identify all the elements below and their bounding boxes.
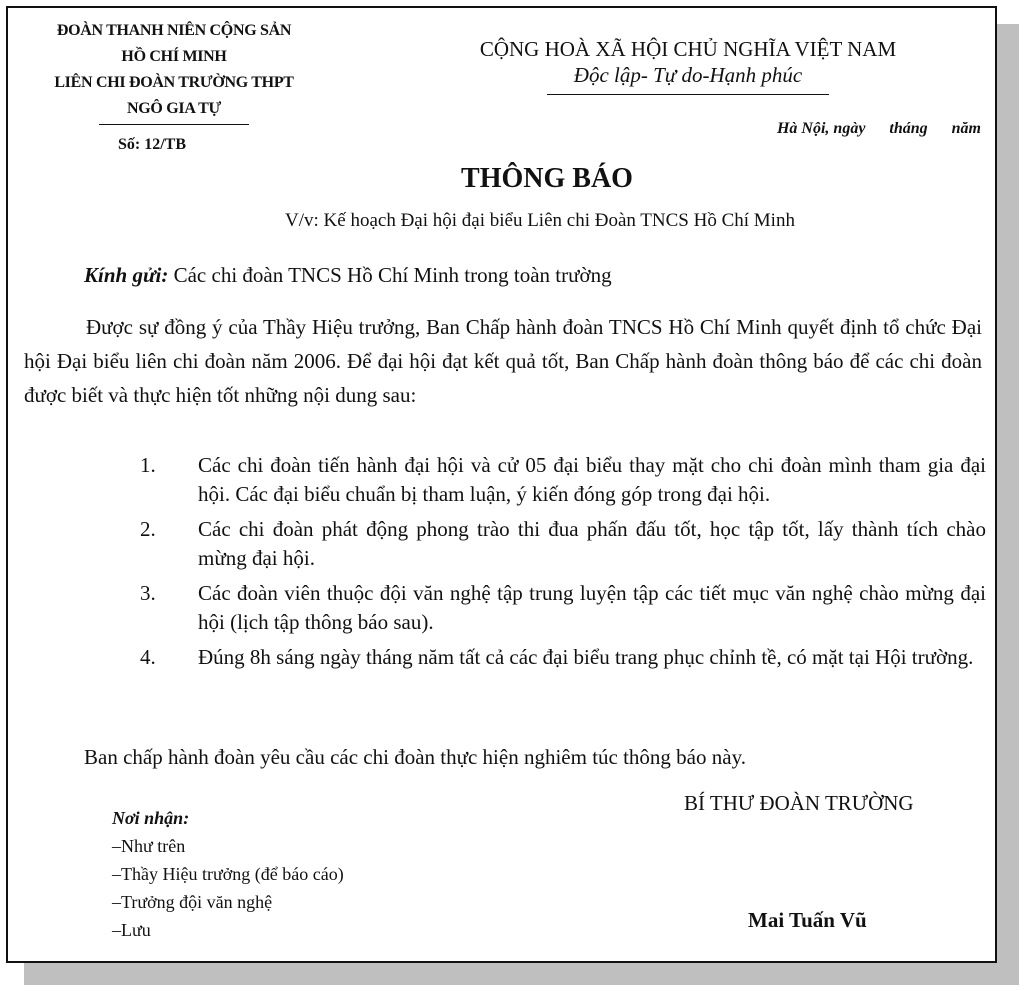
place-date: Hà Nội, ngày tháng năm xyxy=(776,120,981,137)
list-item-text: Đúng 8h sáng ngày tháng năm tất cả các đại biểu trang phục chỉnh tề, có mặt tại Hội trường. xyxy=(198,645,974,669)
list-item-text: Các đoàn viên thuộc đội văn nghệ tập trung luyện tập các tiết mục văn nghệ chào mừng đại hội (lịch tập thông báo sau). xyxy=(198,581,986,634)
issuing-organization xyxy=(16,18,332,125)
closing-statement: Ban chấp hành đoàn yêu cầu các chi đoàn thực hiện nghiêm túc thông báo này. xyxy=(84,745,746,769)
receiver-item: – Trưởng đội văn nghệ xyxy=(112,888,344,916)
receivers-label: Nơi nhận: xyxy=(112,808,190,828)
org-underline xyxy=(99,124,249,125)
receiver-item: – Như trên xyxy=(112,832,344,860)
list-item xyxy=(8,515,986,573)
nation-name: CỘNG HOÀ XÃ HỘI CHỦ NGHĨA VIỆT NAM xyxy=(479,37,897,61)
document-number: Số: 12/TB xyxy=(118,136,187,153)
national-header xyxy=(428,36,948,95)
org-line: ĐOÀN THANH NIÊN CỘNG SẢN xyxy=(56,22,292,39)
list-item xyxy=(8,579,986,637)
receiver-item: – Lưu xyxy=(112,916,344,944)
signature-title: BÍ THƯ ĐOÀN TRƯỜNG xyxy=(684,791,914,815)
recipient-text: Các chi đoàn TNCS Hồ Chí Minh trong toàn trường xyxy=(173,263,612,287)
org-line: LIÊN CHI ĐOÀN TRƯỜNG THPT xyxy=(54,74,294,91)
list-item-number: 2. xyxy=(140,517,156,541)
document-title: THÔNG BÁO xyxy=(461,163,633,194)
document-subject: V/v: Kế hoạch Đại hội đại biểu Liên chi Đoàn TNCS Hồ Chí Minh xyxy=(285,210,795,231)
org-line: NGÔ GIA TỰ xyxy=(127,100,221,117)
body-paragraph: Được sự đồng ý của Thầy Hiệu trưởng, Ban Chấp hành đoàn TNCS Hồ Chí Minh quyết định tổ chức Đại hội Đại biểu liên chi đoàn năm 2006. Để đại hội đạt kết quả tốt, Ban Chấp hành đoàn thông báo để các chi đoàn được biết và thực hiện tốt những nội dung sau: xyxy=(24,315,982,407)
org-line: HỒ CHÍ MINH xyxy=(121,48,227,65)
list-item-text: Các chi đoàn phát động phong trào thi đua phấn đấu tốt, học tập tốt, lấy thành tích chào mừng đại hội. xyxy=(198,517,986,570)
receivers-block xyxy=(112,804,344,944)
list-item-number: 1. xyxy=(140,453,156,477)
list-item-number: 4. xyxy=(140,645,156,669)
signer-name: Mai Tuấn Vũ xyxy=(748,908,867,932)
national-motto: Độc lập- Tự do-Hạnh phúc xyxy=(573,63,803,87)
document-page xyxy=(6,6,997,963)
motto-underline xyxy=(547,94,829,95)
list-item xyxy=(8,643,986,672)
recipient-label: Kính gửi: xyxy=(84,263,169,287)
recipient xyxy=(84,263,612,288)
receiver-item: – Thầy Hiệu trưởng (để báo cáo) xyxy=(112,860,344,888)
list-item xyxy=(8,451,986,509)
list-item-text: Các chi đoàn tiến hành đại hội và cử 05 đại biểu thay mặt cho chi đoàn mình tham gia đại hội. Các đại biểu chuẩn bị tham luận, ý kiến đóng góp trong đại hội. xyxy=(198,453,986,506)
list-item-number: 3. xyxy=(140,581,156,605)
content-list xyxy=(8,451,986,678)
